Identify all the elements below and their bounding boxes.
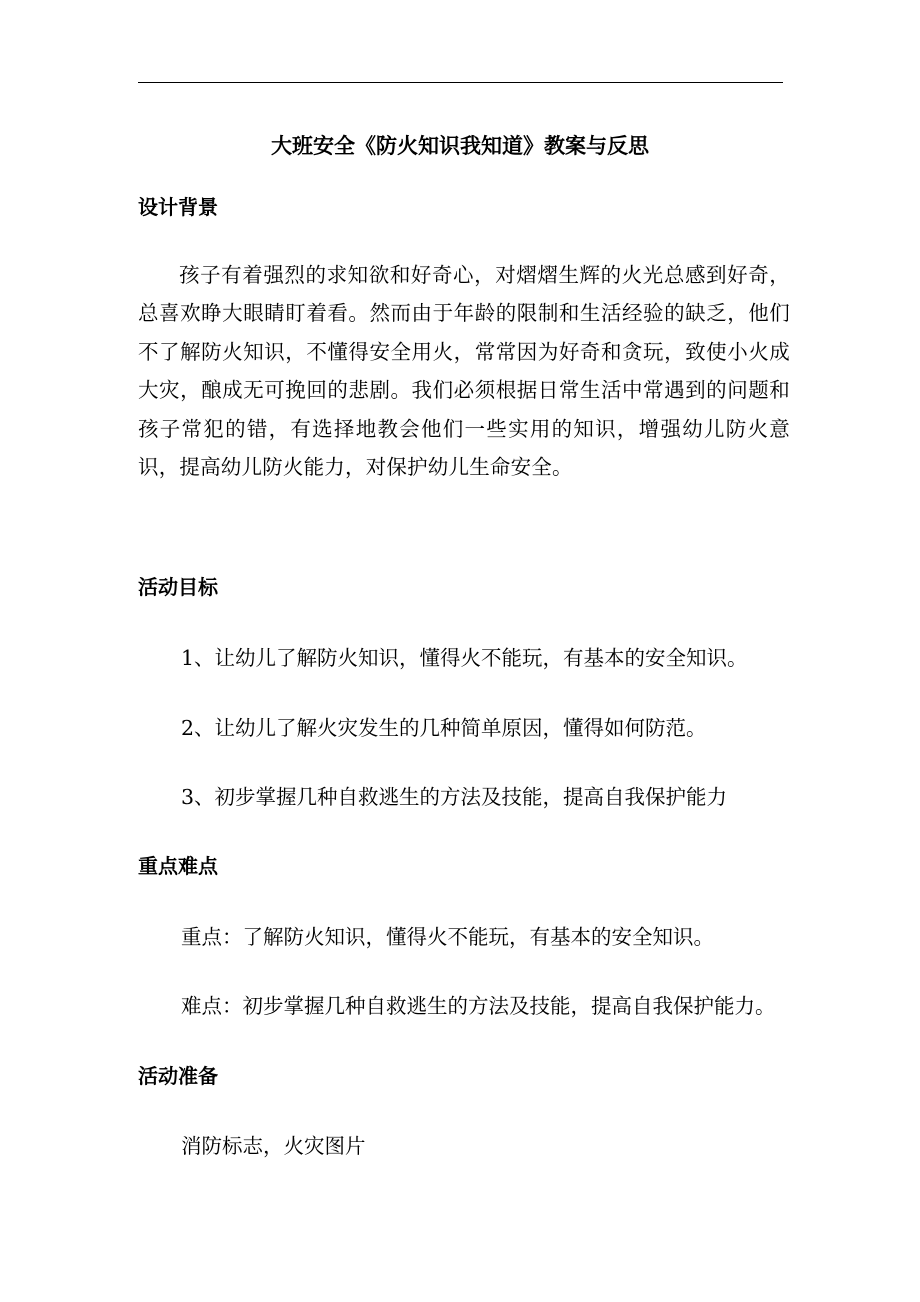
header-rule <box>138 82 783 83</box>
goal-item-2: 2、让幼儿了解火灾发生的几种简单原因，懂得如何防范。 <box>181 716 707 740</box>
preparation-content: 消防标志，火灾图片 <box>181 1134 366 1158</box>
goal-item-1: 1、让幼儿了解防火知识，懂得火不能玩，有基本的安全知识。 <box>181 646 748 670</box>
document-title: 大班安全《防火知识我知道》教案与反思 <box>271 133 649 158</box>
section-heading-goals: 活动目标 <box>138 575 218 599</box>
goal-item-3: 3、初步掌握几种自救逃生的方法及技能，提高自我保护能力 <box>181 785 728 809</box>
section-heading-key-points: 重点难点 <box>138 854 218 878</box>
difficulty-point: 难点：初步掌握几种自救逃生的方法及技能，提高自我保护能力。 <box>181 994 776 1018</box>
background-paragraph: 孩子有着强烈的求知欲和好奇心，对熠熠生辉的火光总感到好奇，总喜欢睁大眼睛盯着看。然而由于年龄的限制和生活经验的缺乏，他们不了解防火知识，不懂得安全用火，常常因为好奇和贪玩，致使小火成大灾，酿成无可挽回的悲剧。我们必须根据日常生活中常遇到的问题和孩子常犯的错，有选择地教会他们一些实用的知识，增强幼儿防火意识，提高幼儿防火能力，对保护幼儿生命安全。 <box>138 263 790 480</box>
focus-point: 重点：了解防火知识，懂得火不能玩，有基本的安全知识。 <box>181 925 714 949</box>
section-heading-preparation: 活动准备 <box>138 1064 218 1088</box>
section-heading-background: 设计背景 <box>138 195 218 219</box>
